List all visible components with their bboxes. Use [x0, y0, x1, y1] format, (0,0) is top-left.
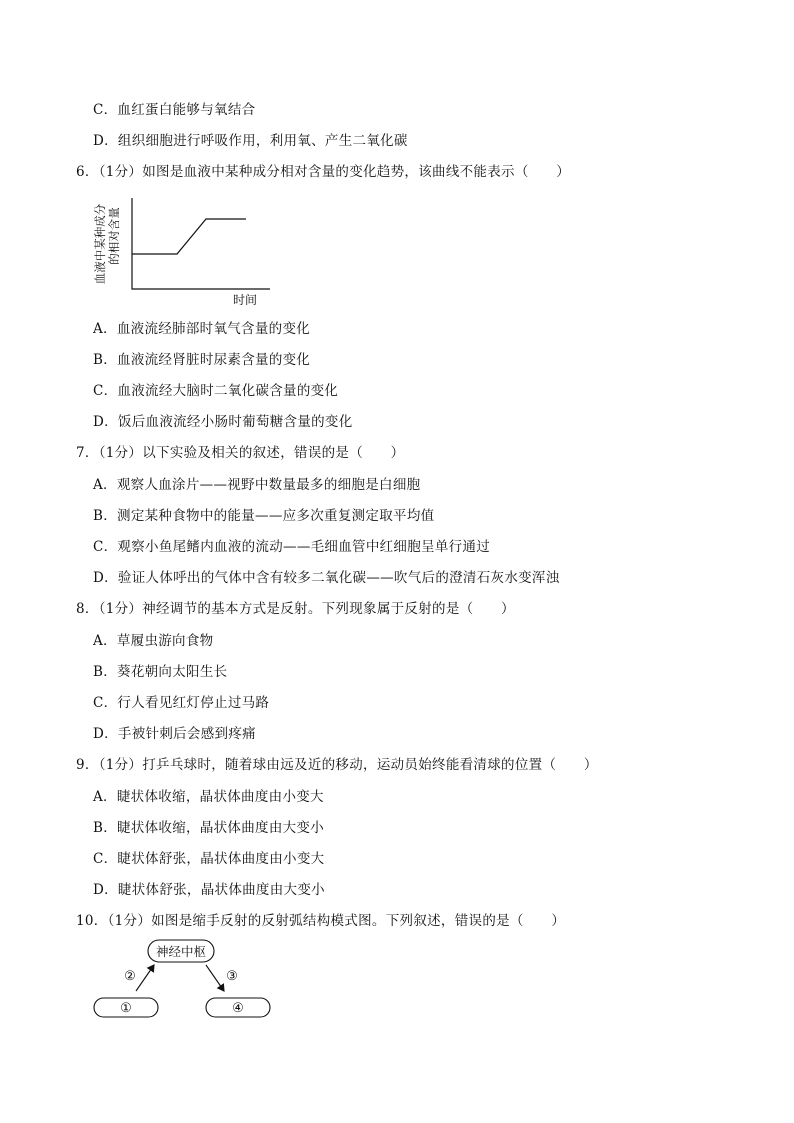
axes	[132, 198, 270, 289]
arrow-right	[206, 965, 224, 991]
question-8-option-b: B．葵花朝向太阳生长	[93, 664, 228, 680]
question-8-option-d: D．手被针刺后会感到疼痛	[93, 726, 256, 742]
question-6-option-a: A．血液流经肺部时氧气含量的变化	[93, 321, 311, 337]
question-8-stem: 8．（1分）神经调节的基本方式是反射。下列现象属于反射的是（ ）	[76, 601, 515, 617]
question-7-option-d: D．验证人体呼出的气体中含有较多二氧化碳——吹气后的澄清石灰水变浑浊	[93, 570, 560, 586]
option-c: C．血红蛋白能够与氧结合	[93, 102, 256, 118]
question-9-option-c: C．睫状体舒张，晶状体曲度由小变大	[93, 851, 325, 867]
question-9-option-b: B．睫状体收缩，晶状体曲度由大变小	[93, 820, 325, 836]
option-d: D．组织细胞进行呼吸作用，利用氧、产生二氧化碳	[93, 133, 408, 149]
nerve-center-label: 神经中枢	[155, 944, 207, 959]
question-7-option-c: C．观察小鱼尾鳍内血液的流动——毛细血管中红细胞呈单行通过	[93, 539, 491, 555]
x-axis-label: 时间	[232, 293, 258, 307]
y-axis-label-line1: 血液中某种成分	[93, 203, 107, 285]
question-10-stem: 10．（1分）如图是缩手反射的反射弧结构模式图。下列叙述，错误的是（ ）	[76, 913, 566, 929]
receptor-label: ①	[120, 1001, 132, 1016]
q6-graph	[88, 196, 278, 310]
question-6-option-d: D．饭后血液流经小肠时葡萄糖含量的变化	[93, 414, 353, 430]
arrow-left-label: ②	[124, 969, 136, 984]
question-7-option-a: A．观察人血涂片——视野中数量最多的细胞是白细胞	[93, 477, 421, 493]
question-9-option-a: A．睫状体收缩，晶状体曲度由小变大	[93, 789, 324, 805]
question-6-option-c: C．血液流经大脑时二氧化碳含量的变化	[93, 383, 339, 399]
reflex-arc-diagram	[90, 938, 280, 1022]
arrow-right-label: ③	[226, 969, 238, 984]
question-7-option-b: B．测定某种食物中的能量——应多次重复测定取平均值	[93, 508, 435, 524]
question-6-option-b: B．血液流经肾脏时尿素含量的变化	[93, 352, 311, 368]
question-7-stem: 7．（1分）以下实验及相关的叙述，错误的是（ ）	[76, 445, 405, 461]
question-9-option-d: D．睫状体舒张，晶状体曲度由大变小	[93, 882, 325, 898]
y-axis-label-line2: 的相对含量	[107, 207, 121, 265]
y-axis-label	[93, 203, 121, 284]
question-9-stem: 9．（1分）打乒乓球时，随着球由远及近的移动，运动员始终能看清球的位置（ ）	[76, 757, 598, 773]
question-8-option-a: A．草履虫游向食物	[93, 633, 214, 649]
trend-curve	[132, 219, 246, 254]
question-8-option-c: C．行人看见红灯停止过马路	[93, 695, 270, 711]
effector-label: ④	[232, 1001, 244, 1016]
arrow-left	[136, 965, 154, 991]
question-6-stem: 6．（1分）如图是血液中某种成分相对含量的变化趋势，该曲线不能表示（ ）	[76, 164, 571, 180]
